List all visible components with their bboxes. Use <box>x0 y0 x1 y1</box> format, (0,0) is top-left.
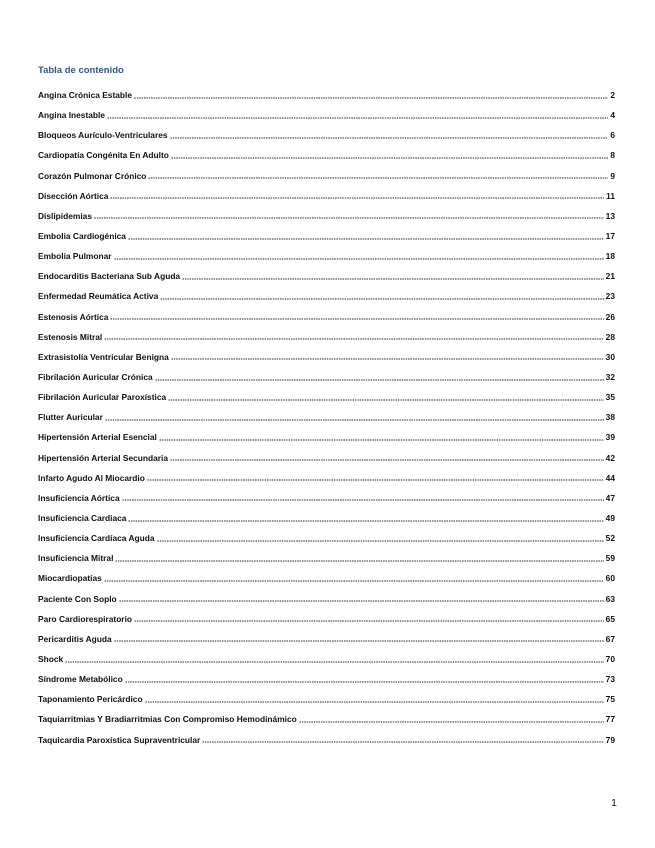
toc-entry-page: 8 <box>610 150 615 161</box>
toc-entry-page: 60 <box>605 573 615 584</box>
toc-entry-label: Angina Crónica Estable <box>38 90 133 101</box>
toc-entry-label: Extrasistolía Ventricular Benigna <box>38 351 169 362</box>
toc-entry[interactable] <box>38 85 615 105</box>
toc-entry-page: 18 <box>605 251 615 262</box>
toc-entry-label: Insuficiencia Cardiaca <box>38 513 127 524</box>
toc-entry-label: Flutter Auricular <box>38 412 103 423</box>
toc-entry-label: Taponamiento Pericárdico <box>38 694 143 705</box>
toc-entry-page: 79 <box>605 734 615 745</box>
dot-leader <box>114 252 604 261</box>
dot-leader <box>105 413 604 422</box>
toc-entry[interactable] <box>38 528 615 548</box>
toc-entry-label: Enfermedad Reumática Activa <box>38 291 159 302</box>
toc-entry-page: 11 <box>606 190 615 201</box>
dot-leader <box>122 493 604 502</box>
toc-entry-label: Angina Inestable <box>38 110 106 121</box>
toc-entry-page: 26 <box>605 311 615 322</box>
toc-entry[interactable] <box>38 689 615 709</box>
dot-leader <box>65 655 604 664</box>
toc-entry-page: 6 <box>610 130 615 141</box>
dot-leader <box>94 211 604 220</box>
toc-entry[interactable] <box>38 266 615 286</box>
toc-entry[interactable] <box>38 609 615 629</box>
dot-leader <box>119 594 604 603</box>
dot-leader <box>145 695 604 704</box>
toc-entry-page: 28 <box>605 331 615 342</box>
toc-entry[interactable] <box>38 145 615 165</box>
dot-leader <box>168 393 604 402</box>
toc-entry-page: 63 <box>605 593 615 604</box>
toc-entry[interactable] <box>38 387 615 407</box>
toc-entry-page: 4 <box>610 110 615 121</box>
toc-entry-label: Disección Aórtica <box>38 190 109 201</box>
toc-entry[interactable] <box>38 508 615 528</box>
dot-leader <box>299 715 604 724</box>
dot-leader <box>157 534 604 543</box>
dot-leader <box>159 433 604 442</box>
toc-entry[interactable] <box>38 649 615 669</box>
toc-entry-label: Síndrome Metabólico <box>38 674 123 685</box>
toc-entry[interactable] <box>38 548 615 568</box>
toc-entry-page: 47 <box>605 492 615 503</box>
toc-entry[interactable] <box>38 730 615 750</box>
toc-entry-page: 17 <box>605 231 615 242</box>
toc-entry[interactable] <box>38 186 615 206</box>
toc-entry-label: Insuficiencia Cardíaca Aguda <box>38 533 155 544</box>
toc-entry-label: Pericarditis Aguda <box>38 633 112 644</box>
toc-entry-page: 32 <box>605 372 615 383</box>
toc-entry[interactable] <box>38 589 615 609</box>
dot-leader <box>160 292 603 301</box>
toc-entry-page: 13 <box>605 210 615 221</box>
dot-leader <box>128 232 604 241</box>
toc-entry[interactable] <box>38 468 615 488</box>
toc-entry[interactable] <box>38 709 615 729</box>
dot-leader <box>171 151 608 160</box>
toc-entry-label: Paro Cardiorespiratorio <box>38 613 133 624</box>
toc-entry-label: Miocardiopatías <box>38 573 102 584</box>
dot-leader <box>147 473 604 482</box>
toc-entry[interactable] <box>38 246 615 266</box>
dot-leader <box>110 312 603 321</box>
toc-entry-page: 44 <box>605 472 615 483</box>
toc-entry-label: Paciente Con Soplo <box>38 593 117 604</box>
toc-entry-label: Hipertensión Arterial Secundaria <box>38 452 169 463</box>
toc-entry-page: 49 <box>605 513 615 524</box>
toc-entry-label: Dislipidemias <box>38 210 92 221</box>
toc-entry[interactable] <box>38 367 615 387</box>
dot-leader <box>148 171 608 180</box>
toc-entry[interactable] <box>38 286 615 306</box>
dot-leader <box>202 735 603 744</box>
page-number: 1 <box>611 797 617 809</box>
toc-entry[interactable] <box>38 327 615 347</box>
toc-title: Tabla de contenido <box>38 65 124 76</box>
dot-leader <box>115 554 603 563</box>
toc-entry-label: Bloqueos Aurículo-Ventriculares <box>38 130 168 141</box>
dot-leader <box>171 352 604 361</box>
toc-entry[interactable] <box>38 166 615 186</box>
dot-leader <box>125 675 604 684</box>
toc-entry-label: Fibrilación Auricular Crónica <box>38 372 153 383</box>
toc-entry-label: Estenosis Aórtica <box>38 311 109 322</box>
toc-entry[interactable] <box>38 307 615 327</box>
toc-entry-label: Taquicardia Paroxística Supraventricular <box>38 734 201 745</box>
toc-entry-label: Taquiarritmias Y Bradiarritmias Con Compromiso Hemodinámico <box>38 714 297 725</box>
toc-entry-page: 52 <box>605 533 615 544</box>
toc-entry-label: Cardiopatía Congénita En Adulto <box>38 150 169 161</box>
toc-entry-label: Shock <box>38 654 64 664</box>
toc-entry-label: Insuficiencia Aórtica <box>38 492 120 503</box>
toc-entry-label: Insuficiencia Mitral <box>38 553 114 564</box>
toc-entry-page: 21 <box>605 271 615 282</box>
toc-entry-page: 23 <box>605 291 615 302</box>
toc-entry-page: 39 <box>605 432 615 443</box>
toc-entry-label: Endocarditis Bacteriana Sub Aguda <box>38 271 181 282</box>
dot-leader <box>134 614 604 623</box>
toc-entry-page: 73 <box>605 674 615 685</box>
toc-entry[interactable] <box>38 105 615 125</box>
toc-entry[interactable] <box>38 407 615 427</box>
toc-entry-label: Embolia Cardiogénica <box>38 231 126 242</box>
dot-leader <box>107 111 608 120</box>
dot-leader <box>110 191 604 200</box>
toc-entry[interactable] <box>38 427 615 447</box>
toc-entry-page: 42 <box>605 452 615 463</box>
toc-entry-page: 2 <box>610 90 615 101</box>
toc-entry[interactable] <box>38 448 615 468</box>
toc-entry-page: 67 <box>605 633 615 644</box>
toc-entry[interactable] <box>38 226 615 246</box>
dot-leader <box>170 453 604 462</box>
toc-entry-page: 30 <box>605 351 615 362</box>
dot-leader <box>104 574 604 583</box>
toc-entry[interactable] <box>38 206 615 226</box>
toc-entry-label: Estenosis Mitral <box>38 331 103 342</box>
dot-leader <box>134 91 608 100</box>
dot-leader <box>114 634 604 643</box>
dot-leader <box>155 373 604 382</box>
toc-entry[interactable] <box>38 125 615 145</box>
toc-entry-page: 59 <box>605 553 615 564</box>
dot-leader <box>128 514 603 523</box>
toc-entry-label: Fibrilación Auricular Paroxística <box>38 392 167 403</box>
dot-leader <box>170 131 609 140</box>
toc-entry-label: Corazón Pulmonar Crónico <box>38 170 147 181</box>
toc-entry-page: 35 <box>605 392 615 403</box>
dot-leader <box>182 272 604 281</box>
toc-list <box>38 85 615 750</box>
toc-entry[interactable] <box>38 347 615 367</box>
toc-entry[interactable] <box>38 568 615 588</box>
toc-entry-page: 70 <box>605 654 615 664</box>
toc-entry-page: 77 <box>605 714 615 725</box>
toc-entry-label: Hipertensión Arterial Esencial <box>38 432 157 443</box>
toc-entry-label: Embolia Pulmonar <box>38 251 112 262</box>
toc-entry[interactable] <box>38 669 615 689</box>
toc-entry-page: 38 <box>605 412 615 423</box>
toc-entry-page: 75 <box>605 694 615 705</box>
toc-entry-page: 65 <box>605 613 615 624</box>
toc-entry-page: 9 <box>610 170 615 181</box>
toc-entry[interactable] <box>38 488 615 508</box>
toc-entry[interactable] <box>38 629 615 649</box>
dot-leader <box>104 332 603 341</box>
toc-entry-label: Infarto Agudo Al Miocardio <box>38 472 145 483</box>
